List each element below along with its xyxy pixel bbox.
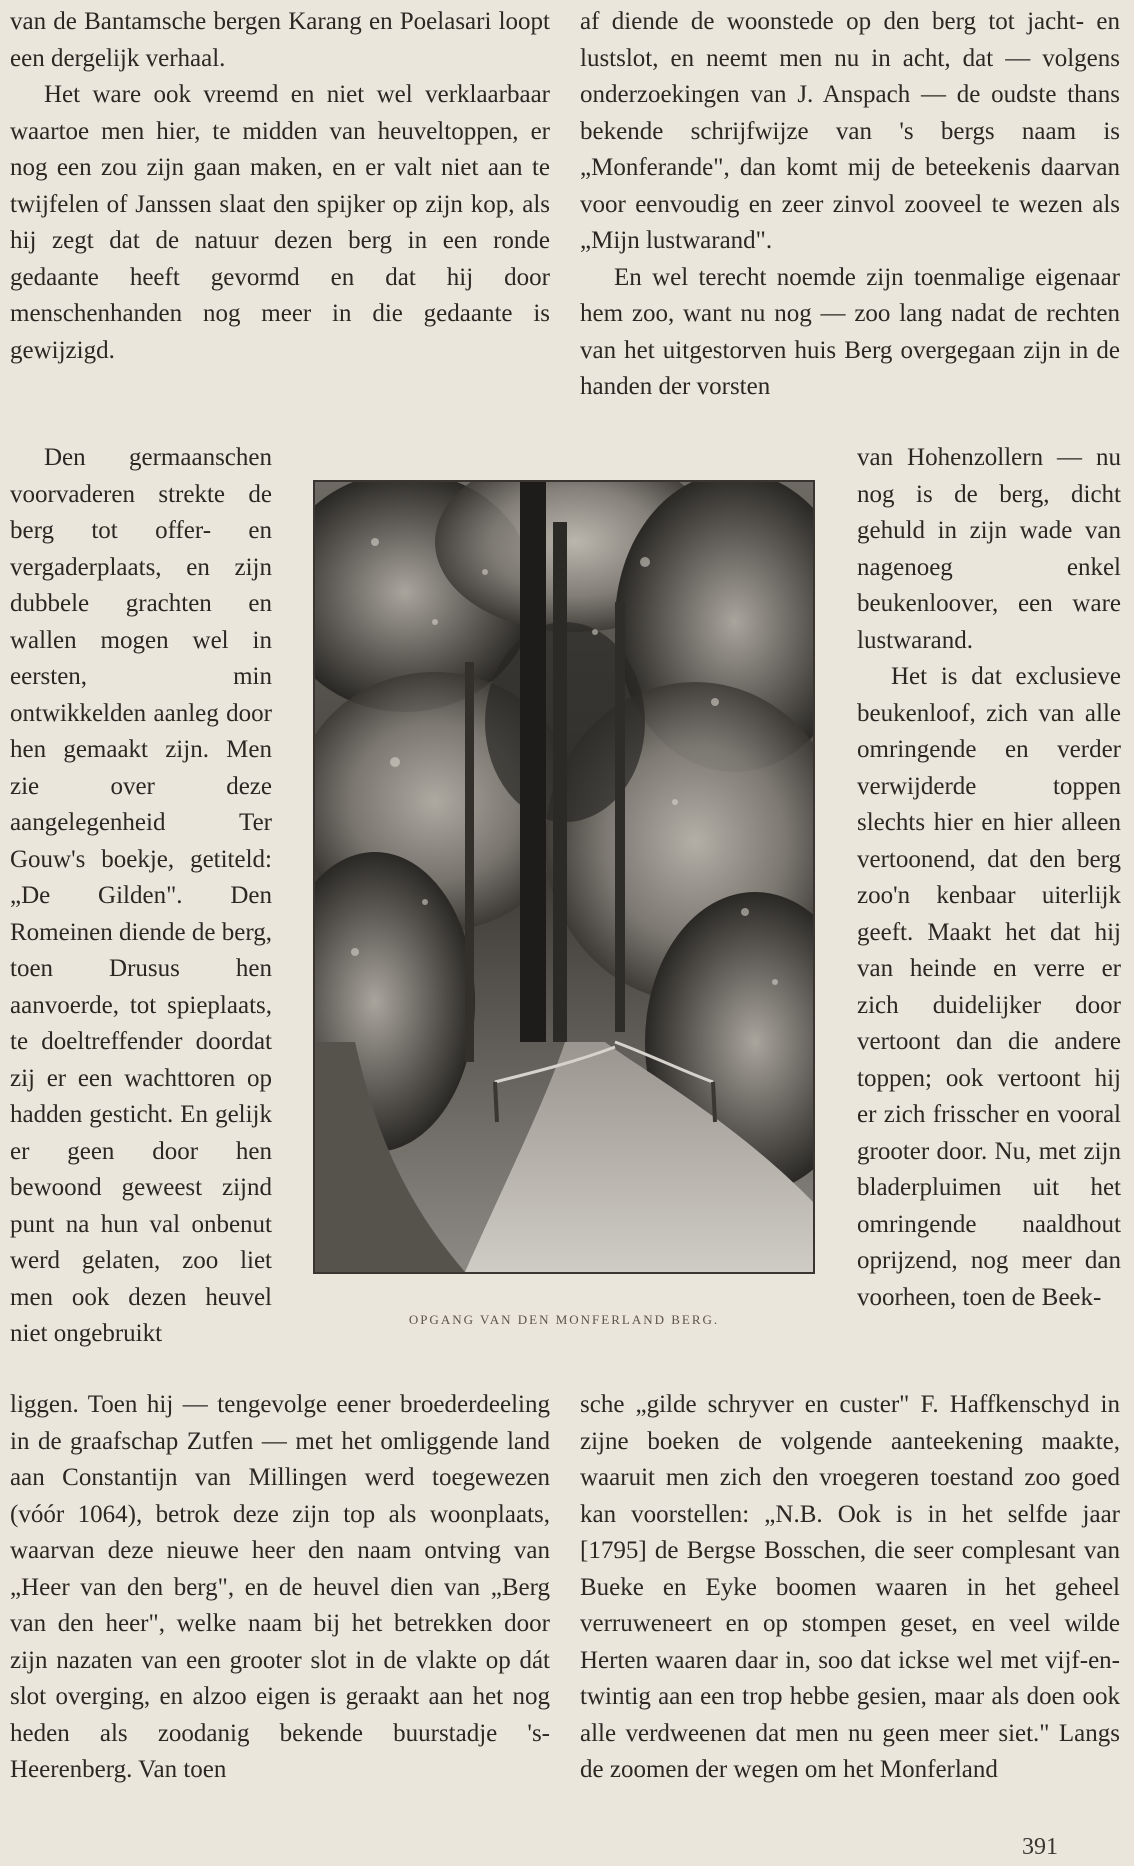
figure-caption: OPGANG VAN DEN MONFERLAND BERG. bbox=[408, 1312, 720, 1327]
paragraph: liggen. Toen hij — tengevolge eener broederdeeling in de graafschap Zutfen — met het omliggende land aan Constantijn van Millingen werd toegewezen (vóór 1064), betrok deze zijn top als woonplaats, waarvan deze nieuwe heer den naam ontving van „Heer van den berg", en de heuvel dien van „Berg van den heer", welke naam bij het betrekken door zijn nazaten van een grooter slot in de vlakte op dát slot overging, en alzoo eigen is geraakt aan het nog heden als zoodanig bekende buurstadje 's-Heerenberg. Van toen bbox=[10, 1391, 550, 1783]
right-column-top bbox=[580, 4, 1120, 406]
paragraph: Den germaanschen voorvaderen strekte de berg tot offer- en vergaderplaats, en zijn dubbele grachten en wallen mogen wel in eersten, min ontwikkelden aanleg door hen gemaakt zijn. Men zie over deze aangelegenheid Ter Gouw's boekje, getiteld: „De Gilden". Den Romeinen diende de berg, toen Drusus hen aanvoerde, tot spieplaats, te doeltreffender doordat zij er een wachttoren op hadden gesticht. En gelijk er geen door hen bewoond geweest zijnd punt na hun val onbenut werd gelaten, zoo liet men ook dezen heuvel niet ongebruikt bbox=[10, 444, 272, 1347]
paragraph: Het is dat exclusieve beukenloof, zich van alle omringende en verder verwijderde toppen slechts hier en hier alleen vertoonend, dat den berg zoo'n kenbaar uiterlijk geeft. Maakt het dat hij van heinde en verre er zich duidelijker door vertoont dan die andere toppen; ook vertoont hij er zich frisscher en vooral grooter door. Nu, met zijn bladerpluimen uit het omringende naaldhout oprijzend, nog meer dan voorheen, toen de Beek- bbox=[857, 663, 1121, 1311]
left-column-top bbox=[10, 4, 550, 369]
left-column-narrow bbox=[10, 440, 272, 1353]
right-column-narrow bbox=[857, 440, 1121, 1316]
paragraph: En wel terecht noemde zijn toenmalige eigenaar hem zoo, want nu nog — zoo lang nadat de rechten van het uitgestorven huis Berg overgegaan zijn in de handen der vorsten bbox=[580, 263, 1120, 400]
paragraph: van Hohenzollern — nu nog is de berg, dicht gehuld in zijn wade van nagenoeg enkel beukenloover, een ware lustwarand. bbox=[857, 444, 1121, 654]
paragraph: Het ware ook vreemd en niet wel verklaarbaar waartoe men hier, te midden van heuveltoppen, er nog een zou zijn gaan maken, en er valt niet aan te twijfelen of Janssen slaat den spijker op zijn kop, als hij zegt dat de natuur dezen berg in een ronde gedaante heeft gevormd en dat hij door menschenhanden nog meer in die gedaante is gewijzigd. bbox=[10, 81, 550, 364]
forest-path-photo bbox=[313, 480, 815, 1274]
left-column-bottom bbox=[10, 1387, 550, 1789]
paragraph: sche „gilde schryver en custer" F. Haffkenschyd in zijne boeken de volgende aanteekening maakte, waaruit men zich den vroegeren toestand zoo goed kan voorstellen: „N.B. Ook is in het selfde jaar [1795] de Bergse Bosschen, die seer complesant van Bueke en Eyke boomen waaren in het geheel verruweneert en op stompen geset, en veel wilde Herten waaren daar in, soo dat ickse wel met vijf-en-twintig aan een trop hebbe gesien, maar als doen ook alle verdweenen dat men nu geen meer siet." Langs de zoomen der wegen om het Monferland bbox=[580, 1391, 1120, 1783]
paragraph: van de Bantamsche bergen Karang en Poelasari loopt een dergelijk verhaal. bbox=[10, 8, 550, 72]
paragraph: af diende de woonstede op den berg tot jacht- en lustslot, en neemt men nu in acht, dat — volgens onderzoekingen van J. Anspach — de oudste thans bekende schrijfwijze van 's bergs naam is „Monferande", dan komt mij de beteekenis daarvan voor eenvoudig en zeer zinvol zooveel te wezen als „Mijn lustwarand". bbox=[580, 8, 1120, 254]
page-number: 391 bbox=[1022, 1834, 1058, 1860]
right-column-bottom bbox=[580, 1387, 1120, 1789]
